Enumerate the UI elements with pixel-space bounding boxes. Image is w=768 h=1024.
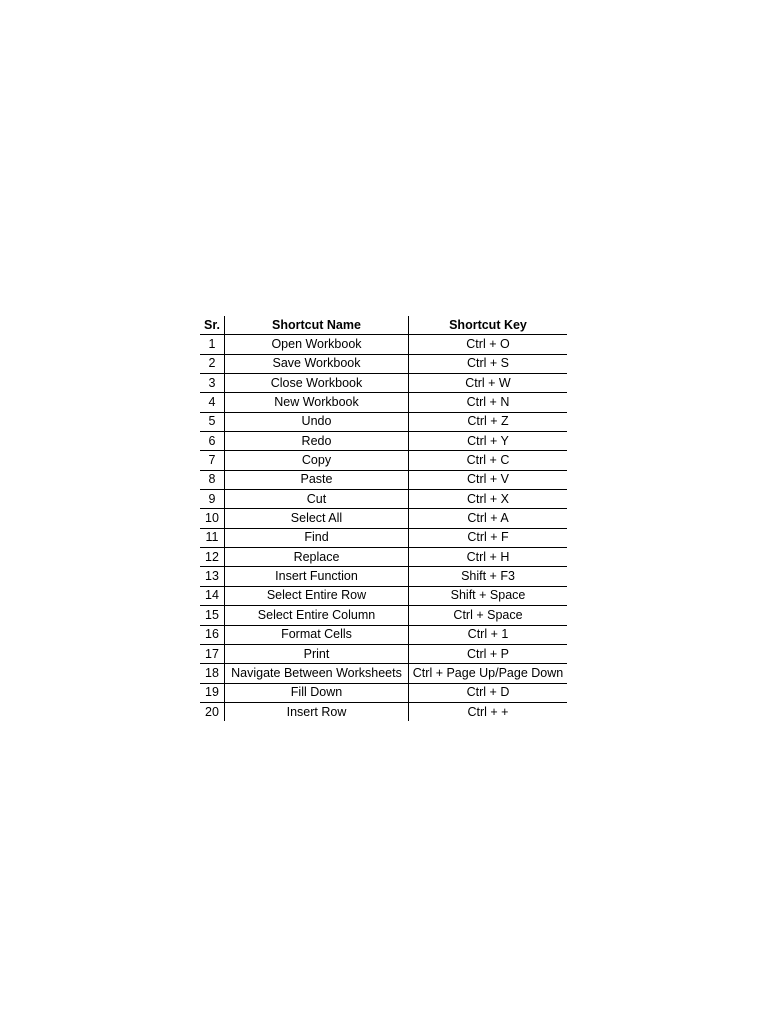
cell-shortcut-key: Ctrl + W xyxy=(409,374,568,393)
shortcut-table xyxy=(200,316,567,721)
table-row xyxy=(200,528,567,547)
table-row xyxy=(200,509,567,528)
cell-sr: 13 xyxy=(200,567,225,586)
cell-shortcut-key: Ctrl + D xyxy=(409,683,568,702)
table-header xyxy=(200,316,567,335)
cell-shortcut-key: Ctrl + Y xyxy=(409,432,568,451)
cell-sr: 14 xyxy=(200,586,225,605)
cell-sr: 5 xyxy=(200,412,225,431)
table-row xyxy=(200,335,567,354)
cell-sr: 12 xyxy=(200,548,225,567)
cell-shortcut-key: Ctrl + N xyxy=(409,393,568,412)
cell-sr: 17 xyxy=(200,644,225,663)
table-row xyxy=(200,393,567,412)
table-row xyxy=(200,432,567,451)
header-shortcut-name: Shortcut Name xyxy=(225,316,409,335)
cell-shortcut-key: Shift + F3 xyxy=(409,567,568,586)
cell-shortcut-key: Ctrl + Page Up/Page Down xyxy=(409,664,568,683)
cell-shortcut-name: Select All xyxy=(225,509,409,528)
table-body xyxy=(200,335,567,721)
cell-sr: 1 xyxy=(200,335,225,354)
cell-sr: 20 xyxy=(200,702,225,721)
table-row xyxy=(200,664,567,683)
cell-sr: 11 xyxy=(200,528,225,547)
cell-shortcut-name: Find xyxy=(225,528,409,547)
cell-sr: 7 xyxy=(200,451,225,470)
cell-shortcut-name: Select Entire Row xyxy=(225,586,409,605)
cell-shortcut-name: New Workbook xyxy=(225,393,409,412)
cell-shortcut-name: Redo xyxy=(225,432,409,451)
cell-sr: 15 xyxy=(200,606,225,625)
cell-sr: 4 xyxy=(200,393,225,412)
header-sr: Sr. xyxy=(200,316,225,335)
cell-shortcut-name: Print xyxy=(225,644,409,663)
cell-shortcut-key: Ctrl + C xyxy=(409,451,568,470)
table-row xyxy=(200,451,567,470)
cell-shortcut-key: Shift + Space xyxy=(409,586,568,605)
cell-shortcut-key: Ctrl + H xyxy=(409,548,568,567)
cell-shortcut-key: Ctrl + A xyxy=(409,509,568,528)
cell-shortcut-key: Ctrl + V xyxy=(409,470,568,489)
cell-shortcut-key: Ctrl + F xyxy=(409,528,568,547)
cell-shortcut-key: Ctrl + Z xyxy=(409,412,568,431)
cell-sr: 2 xyxy=(200,354,225,373)
cell-shortcut-name: Undo xyxy=(225,412,409,431)
header-shortcut-key: Shortcut Key xyxy=(409,316,568,335)
cell-shortcut-key: Ctrl + + xyxy=(467,704,509,719)
table-row xyxy=(200,374,567,393)
cell-shortcut-key: Ctrl + Space xyxy=(409,606,568,625)
table-row xyxy=(200,548,567,567)
table-row xyxy=(200,412,567,431)
cell-shortcut-key: Ctrl + X xyxy=(409,490,568,509)
cell-sr: 19 xyxy=(200,683,225,702)
cell-shortcut-name: Insert Row xyxy=(225,702,409,721)
table-row xyxy=(200,683,567,702)
cell-shortcut-key: Ctrl + S xyxy=(409,354,568,373)
cell-shortcut-key: Ctrl + O xyxy=(409,335,568,354)
cell-sr: 8 xyxy=(200,470,225,489)
cell-shortcut-name: Navigate Between Worksheets xyxy=(225,664,409,683)
cell-shortcut-key: Ctrl + 1 xyxy=(409,625,568,644)
table-row xyxy=(200,470,567,489)
cell-sr: 9 xyxy=(200,490,225,509)
cell-shortcut-name: Replace xyxy=(225,548,409,567)
table-row xyxy=(200,567,567,586)
cell-sr: 16 xyxy=(200,625,225,644)
cell-sr: 10 xyxy=(200,509,225,528)
table-row xyxy=(200,644,567,663)
table-header-row xyxy=(200,316,567,335)
cell-shortcut-name: Paste xyxy=(225,470,409,489)
table-row xyxy=(200,625,567,644)
cell-shortcut-name: Open Workbook xyxy=(225,335,409,354)
cell-shortcut-name: Insert Function xyxy=(225,567,409,586)
cell-shortcut-name: Format Cells xyxy=(225,625,409,644)
cell-shortcut-name: Copy xyxy=(225,451,409,470)
cell-sr: 18 xyxy=(200,664,225,683)
table-row xyxy=(200,606,567,625)
cell-shortcut-name: Close Workbook xyxy=(225,374,409,393)
table-row xyxy=(200,586,567,605)
cell-shortcut-name: Select Entire Column xyxy=(225,606,409,625)
cell-shortcut-name: Cut xyxy=(225,490,409,509)
table-row xyxy=(200,490,567,509)
cell-shortcut-name: Save Workbook xyxy=(225,354,409,373)
cell-sr: 6 xyxy=(200,432,225,451)
cell-shortcut-name: Fill Down xyxy=(225,683,409,702)
table-row xyxy=(200,354,567,373)
table-row xyxy=(200,702,567,721)
cell-shortcut-key: Ctrl + P xyxy=(409,644,568,663)
cell-sr: 3 xyxy=(200,374,225,393)
